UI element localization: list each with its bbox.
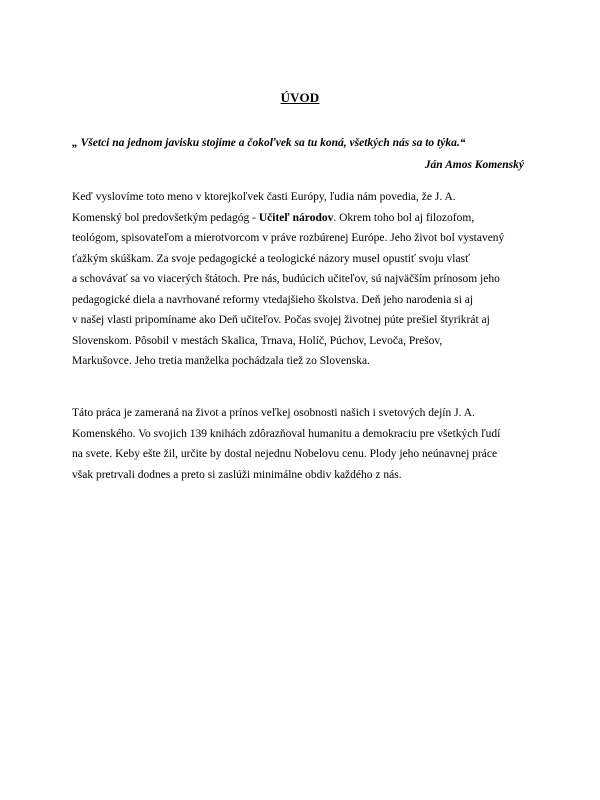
page-title: ÚVOD [280, 90, 320, 105]
paragraph-line: však pretrvali dodnes a preto si zaslúži minimálne obdiv každého z nás. [72, 468, 402, 481]
paragraph-line: teológom, spisovateľom a mierotvorcom v práve rozbúrenej Európe. Jeho život bol vystavený [72, 232, 505, 244]
paragraph-line: ťažkým skúškam. Za svoje pedagogické a teologické názory musel opustiť svoju vlasť [72, 252, 470, 265]
paragraph-line: a schovávať sa vo viacerých štátoch. Pre nás, budúcich učiteľov, sú najväčším prínosom jeho [72, 273, 500, 285]
paragraph-line: v našej vlasti pripomíname ako Deň učiteľov. Počas svojej životnej púte prešiel štyrikrát aj [72, 314, 490, 326]
line-text: Komenský bol predovšetkým pedagóg - [72, 211, 259, 224]
paragraph-line: Komenského. Vo svojich 139 knihách zdôrazňoval humanitu a demokraciu pre všetkých ľudí [72, 427, 501, 440]
epigraph-author: Ján Amos Komenský [424, 159, 524, 171]
emphasis-text: Učiteľ národov [258, 211, 334, 224]
epigraph-quote: „ Všetci na jednom javisku stojíme a čokoľvek sa tu koná, všetkých nás sa to týka.“ [72, 137, 466, 149]
paragraph-line: pedagogické diela a navrhované reformy vtedajšieho školstva. Deň jeho narodenia si aj [72, 293, 474, 306]
paragraph-line: na svete. Keby ešte žil, určite by dostal nejednu Nobelovu cenu. Plody jeho neúnavnej práce [72, 448, 498, 460]
line-text: . Okrem toho bol aj filozofom, [333, 211, 475, 224]
paragraph-line: Markušovce. Jeho tretia manželka pochádzala tiež zo Slovenska. [72, 355, 370, 367]
paragraph-line [72, 208, 542, 229]
paragraph-line: Slovenskom. Pôsobil v mestách Skalica, Trnava, Holíč, Púchov, Levoča, Prešov, [72, 334, 443, 347]
paragraph-line: Keď vyslovíme toto meno v ktorejkoľvek časti Európy, ľudia nám povedia, že J. A. [72, 191, 456, 203]
paragraph-intro [72, 187, 542, 372]
paragraph-purpose [72, 403, 542, 485]
paragraph-line: Táto práca je zameraná na život a prínos veľkej osobnosti našich i svetových dejín J. A. [72, 407, 475, 419]
